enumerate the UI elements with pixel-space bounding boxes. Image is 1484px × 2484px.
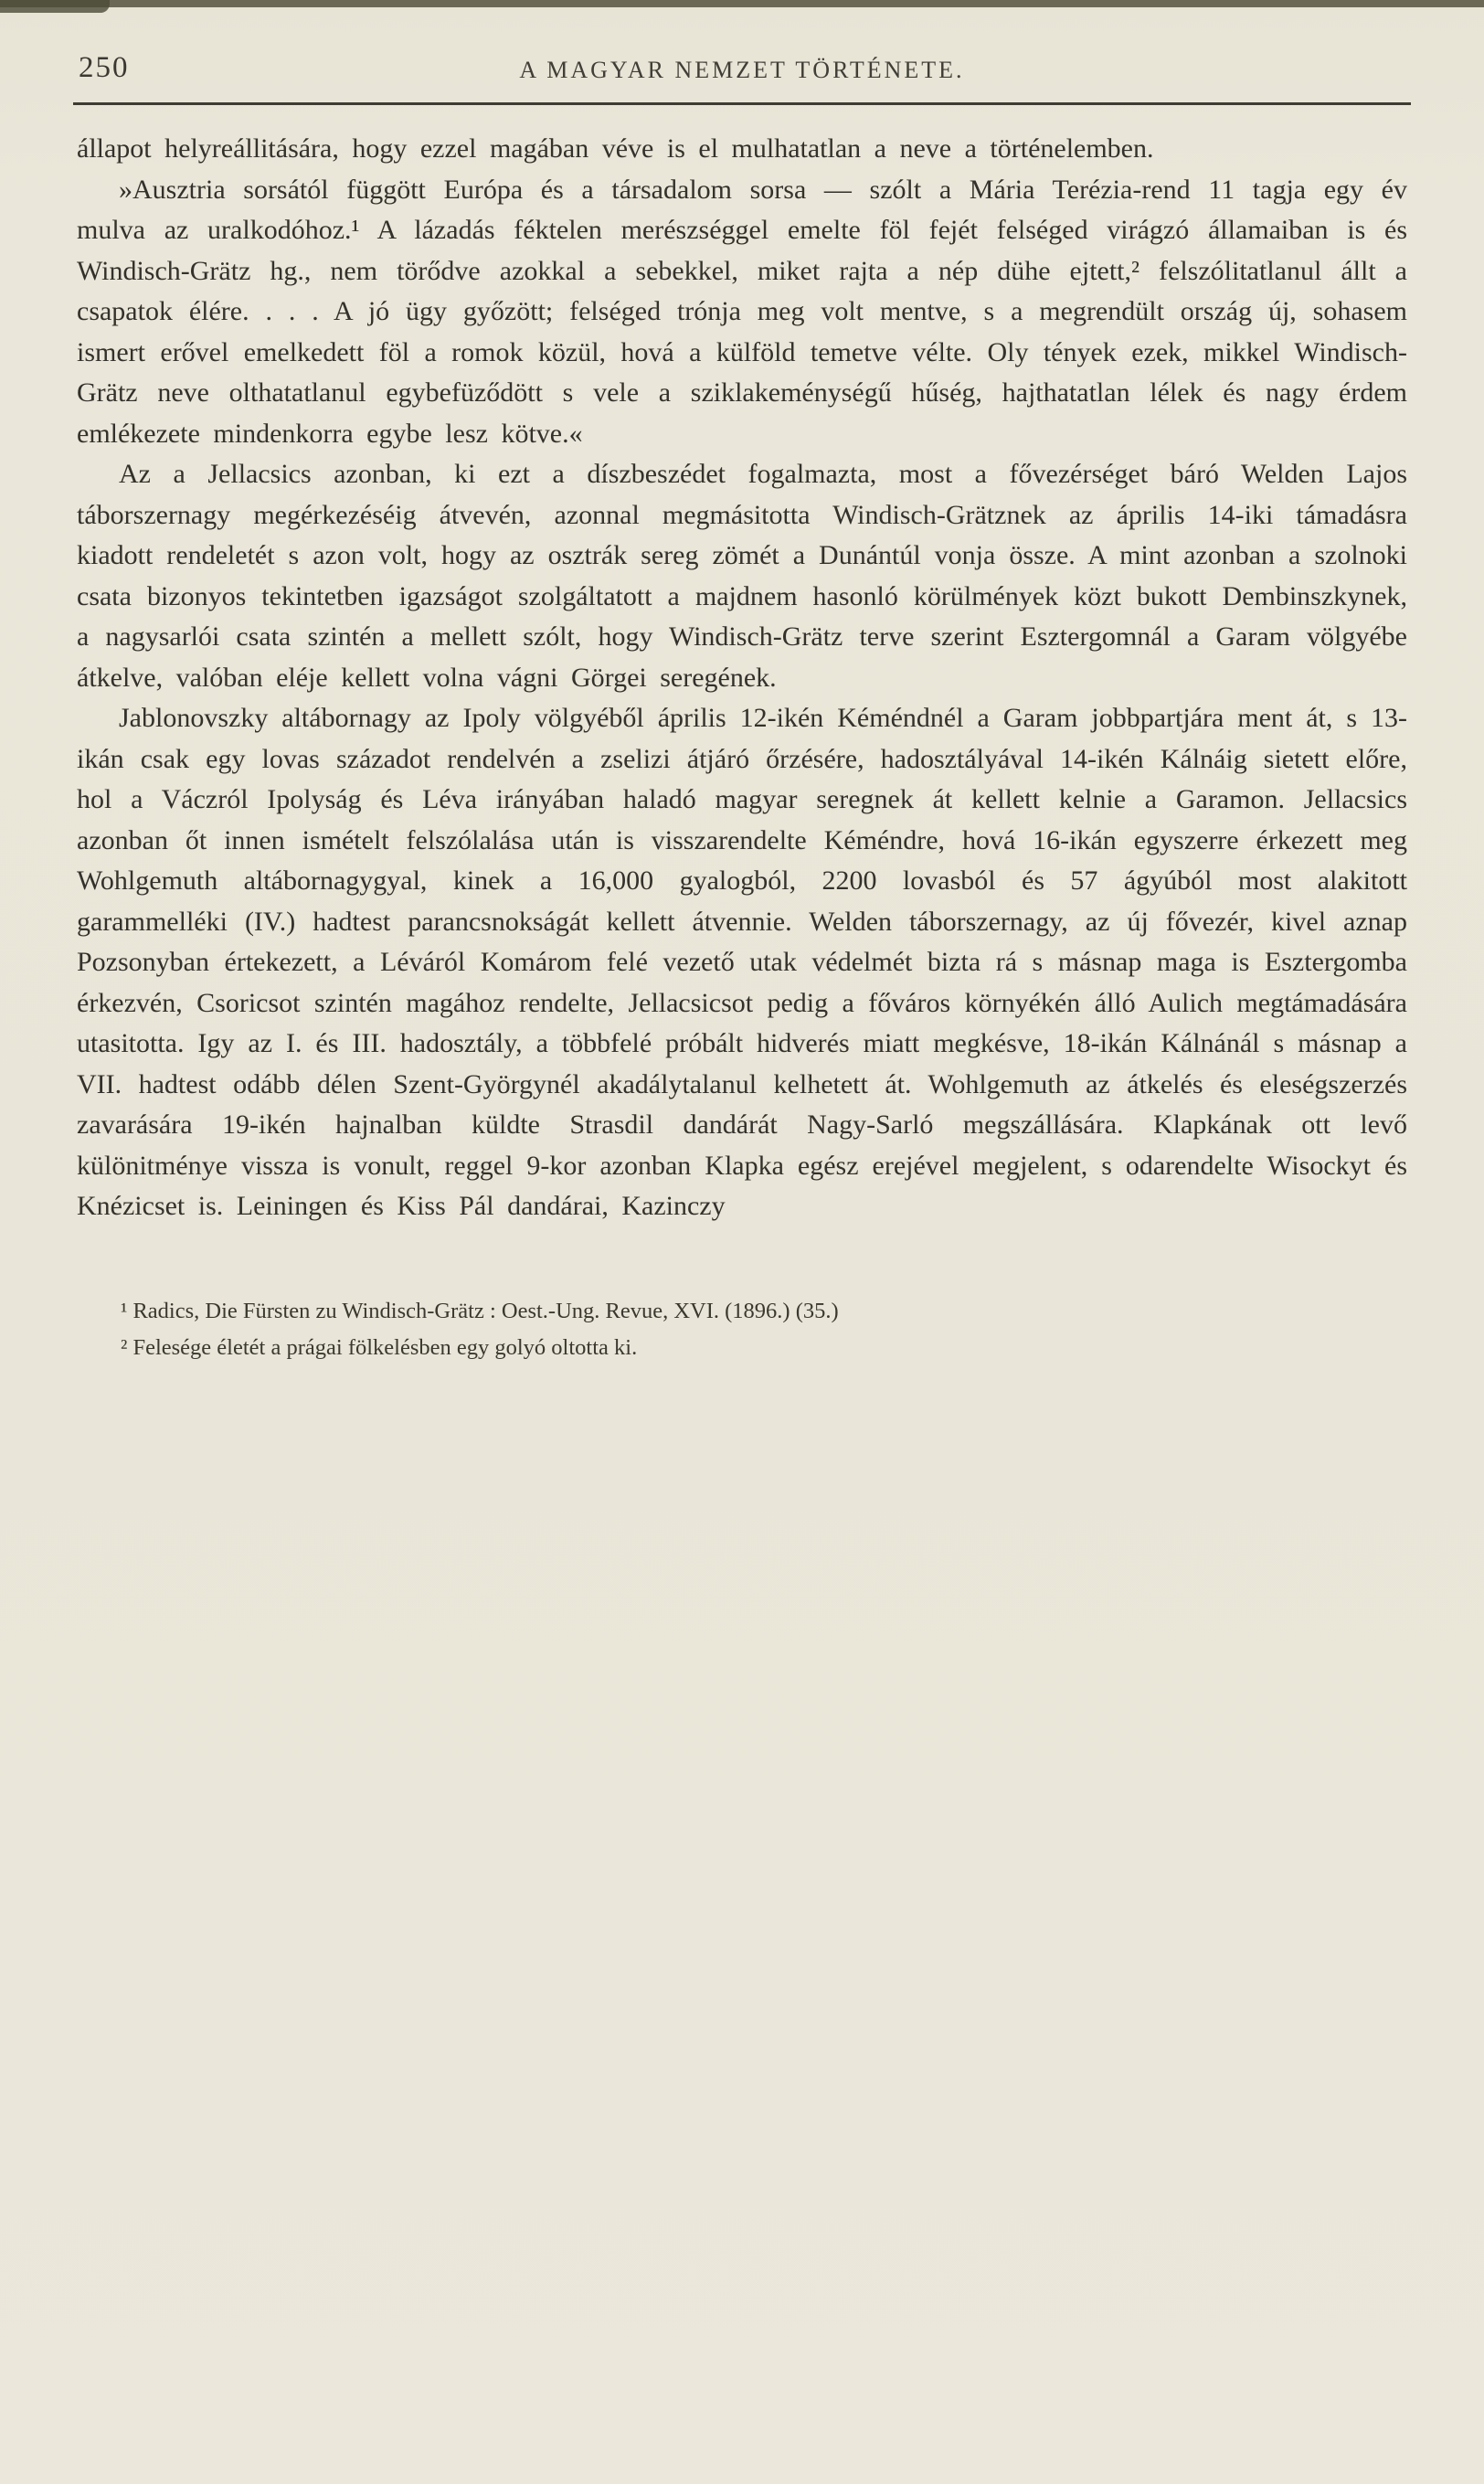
paragraph: Jablonovszky altábornagy az Ipoly völgyéből április 12-ikén Kéméndnél a Garam jobbpartjára ment át, s 13-ikán csak egy lovas századot rendelvén a zselizi átjáró őrzésére, hadosztályával 14-ikén Kálnáig sietett előre, hol a Váczról Ipolyság és Léva irányában haladó magyar seregnek át kellett kelnie a Garamon. Jellacsics azonban őt innen ismételt felszólalása után is visszarendelte Kéméndre, hová 16-ikán egyszerre érkezett meg Wohlgemuth altábornagygyal, kinek a 16,000 gyalogból, 2200 lovasból és 57 ágyúból most alakitott garammelléki (IV.) hadtest parancsnokságát kellett átvennie. Welden táborszernagy, az új fővezér, kivel aznap Pozsonyban értekezett, a Léváról Komárom felé vezető utak védelmét bizta rá s másnap maga is Esztergomba érkezvén, Csoricsot szintén magához rendelte, Jellacsicsot pedig a főváros környékén álló Aulich megtámadására utasitotta. Igy az I. és III. hadosztály, a többfelé próbált hidverés miatt megkésve, 18-ikán Kálnánál s másnap a VII. hadtest odább délen Szent-Györgynél akadálytalanul kelhetett át. Wohlgemuth az átkelés és eleségszerzés zavarására 19-ikén hajnalban küldte Strasdil dandárát Nagy-Sarló megszállására. Klapkának ott levő különitménye vissza is vonult, reggel 9-kor azonban Klapka egész erejével megjelent, s odarendelte Wisockyt és Knézicset is. Leiningen és Kiss Pál dandárai, Kazinczy <box>77 703 1407 1221</box>
footnotes-section <box>0 1293 1484 1366</box>
page-number: 250 <box>79 51 130 84</box>
paragraph-continuation: állapot helyreállitására, hogy ezzel magában véve is el mulhatatlan a neve a történelemben. <box>77 133 1154 164</box>
running-title: A MAGYAR NEMZET TÖRTÉNETE. <box>519 57 965 83</box>
paragraph: Az a Jellacsics azonban, ki ezt a díszbeszédet fogalmazta, most a fővezérséget báró Welden Lajos táborszernagy megérkezéséig átvevén, azonnal megmásitotta Windisch-Grätznek az április 14-iki támadásra kiadott rendeletét s azon volt, hogy az osztrák sereg zömét a Dunántúl vonja össze. A mint azonban a szolnoki csata bizonyos tekintetben igazságot szolgáltatott a majdnem hasonló körülmények közt bukott Dembinszkynek, a nagysarlói csata szintén a mellett szólt, hogy Windisch-Grätz terve szerint Esztergomnál a Garam völgyébe átkelve, valóban eléje kellett volna vágni Görgei seregének. <box>77 459 1407 693</box>
body-text <box>0 105 1484 1227</box>
footnote: ¹ Radics, Die Fürsten zu Windisch-Grätz : Oest.-Ung. Revue, XVI. (1896.) (35.) <box>121 1298 839 1323</box>
page-header <box>0 0 1484 102</box>
paragraph-quote: »Ausztria sorsától függött Európa és a társadalom sorsa — szólt a Mária Terézia-rend 11 tagja egy év mulva az uralkodóhoz.¹ A lázadás féktelen merészséggel emelte föl fejét felséged virágzó államaiban is és Windisch-Grätz hg., nem törődve azokkal a sebekkel, miket rajta a nép dühe ejtett,² felszólitatlanul állt a csapatok élére. . . . A jó ügy győzött; felséged trónja meg volt mentve, s a megrendült ország új, sohasem ismert erővel emelkedett föl a romok közül, hová a külföld temetve vélte. Oly tények ezek, mikkel Windisch-Grätz neve olthatatlanul egybefüződött s vele a sziklakeménységű hűség, hajthatatlan lélek és nagy érdem emlékezete mindenkorra egybe lesz kötve.« <box>77 174 1407 449</box>
footnote: ² Felesége életét a prágai fölkelésben egy golyó oltotta ki. <box>121 1334 638 1360</box>
